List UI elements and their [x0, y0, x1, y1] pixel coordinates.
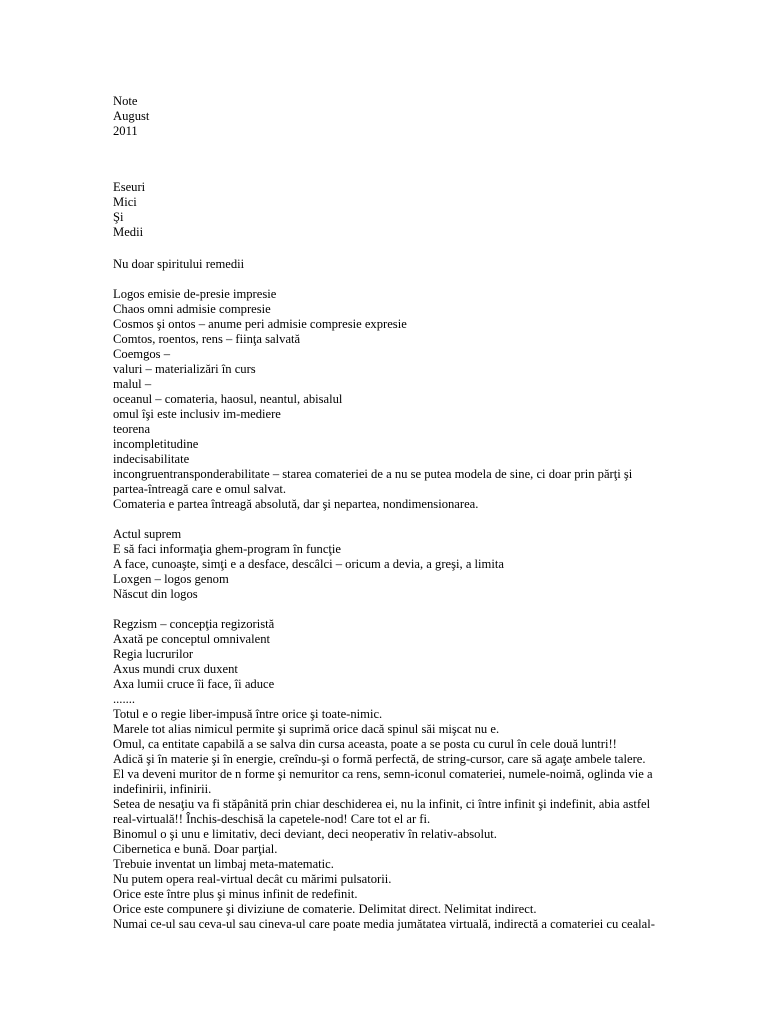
- text-line: Axa lumii cruce îi face, îi aduce: [113, 677, 275, 691]
- text-line: Chaos omni admisie compresie: [113, 302, 271, 316]
- text-line: Comateria e partea întreagă absolută, dar şi nepartea, nondimensionarea.: [113, 497, 479, 511]
- text-line: Omul, ca entitate capabilă a se salva din cursa aceasta, poate a se posta cu curul în cele două luntri!!: [113, 737, 617, 751]
- text-line: Binomul o şi unu e limitativ, deci deviant, deci neoperativ în relativ-absolut.: [113, 827, 497, 841]
- text-line: Născut din logos: [113, 587, 198, 601]
- document-body: [113, 257, 661, 932]
- text-line: Nu doar spiritului remedii: [113, 257, 245, 271]
- text-line: Trebuie inventat un limbaj meta-matematic.: [113, 857, 334, 871]
- text-line: A face, cunoaşte, simţi e a desface, descâlci – oricum a devia, a greşi, a limita: [113, 557, 504, 571]
- text-line: malul –: [113, 377, 152, 391]
- text-line: 2011: [113, 124, 138, 138]
- text-line: incompletitudine: [113, 437, 199, 451]
- text-line: teorena: [113, 422, 151, 436]
- text-line: Eseuri: [113, 180, 146, 194]
- text-line: Loxgen – logos genom: [113, 572, 229, 586]
- text-line: Orice este compunere şi diviziune de comaterie. Delimitat direct. Nelimitat indirect.: [113, 902, 537, 916]
- text-line: Axată pe conceptul omnivalent: [113, 632, 271, 646]
- text-line: Note: [113, 94, 138, 108]
- text-line: Marele tot alias nimicul permite şi suprimă orice dacă spinul săi mişcat nu e.: [113, 722, 500, 736]
- text-line: Cosmos şi ontos – anume peri admisie compresie expresie: [113, 317, 407, 331]
- text-line: incongruentransponderabilitate – starea comateriei de a nu se putea modela de sine, ci doar prin părţi şi: [113, 467, 633, 481]
- text-line: [113, 272, 661, 287]
- text-line: Regia lucrurilor: [113, 647, 194, 661]
- text-line: .......: [113, 692, 136, 706]
- text-line: omul îşi este inclusiv im-mediere: [113, 407, 281, 421]
- document-title: [113, 180, 661, 240]
- text-line: E să faci informaţia ghem-program în funcţie: [113, 542, 341, 556]
- text-line: Nu putem opera real-virtual decât cu mărimi pulsatorii.: [113, 872, 392, 886]
- text-line: Medii: [113, 225, 144, 239]
- text-line: indecisabilitate: [113, 452, 190, 466]
- text-line: Orice este între plus şi minus infinit de redefinit.: [113, 887, 358, 901]
- text-line: Actul suprem: [113, 527, 182, 541]
- text-line: Logos emisie de-presie impresie: [113, 287, 277, 301]
- text-line: El va deveni muritor de n forme şi nemuritor ca rens, semn-iconul comateriei, numele-noimă, oglinda vie a: [113, 767, 653, 781]
- text-line: Totul e o regie liber-impusă între orice şi toate-nimic.: [113, 707, 383, 721]
- text-line: Cibernetica e bună. Doar parţial.: [113, 842, 278, 856]
- text-line: [113, 602, 661, 617]
- text-line: August: [113, 109, 150, 123]
- text-line: partea-întreagă care e omul salvat.: [113, 482, 287, 496]
- text-line: Şi: [113, 210, 124, 224]
- text-line: indefinirii, infinirii.: [113, 782, 212, 796]
- text-line: Adică şi în materie şi în energie, creîndu-şi o formă perfectă, de string-cursor, care să agaţe ambele talere.: [113, 752, 646, 766]
- text-line: Numai ce-ul sau ceva-ul sau cineva-ul care poate media jumătatea virtuală, indirectă a comateriei cu cealal-: [113, 917, 655, 931]
- text-line: real-virtuală!! Închis-deschisă la capetele-nod! Care tot el ar fi.: [113, 812, 431, 826]
- text-line: Coemgos –: [113, 347, 171, 361]
- text-line: Axus mundi crux duxent: [113, 662, 238, 676]
- document-header: [113, 94, 661, 139]
- text-line: valuri – materializări în curs: [113, 362, 256, 376]
- text-line: Regzism – concepţia regizoristă: [113, 617, 275, 631]
- text-line: Mici: [113, 195, 137, 209]
- text-line: [113, 512, 661, 527]
- text-line: Comtos, roentos, rens – fiinţa salvată: [113, 332, 301, 346]
- text-line: Setea de nesaţiu va fi stăpânită prin chiar deschiderea ei, nu la infinit, ci între infinit şi indefinit, abia astfel: [113, 797, 651, 811]
- text-line: oceanul – comateria, haosul, neantul, abisalul: [113, 392, 343, 406]
